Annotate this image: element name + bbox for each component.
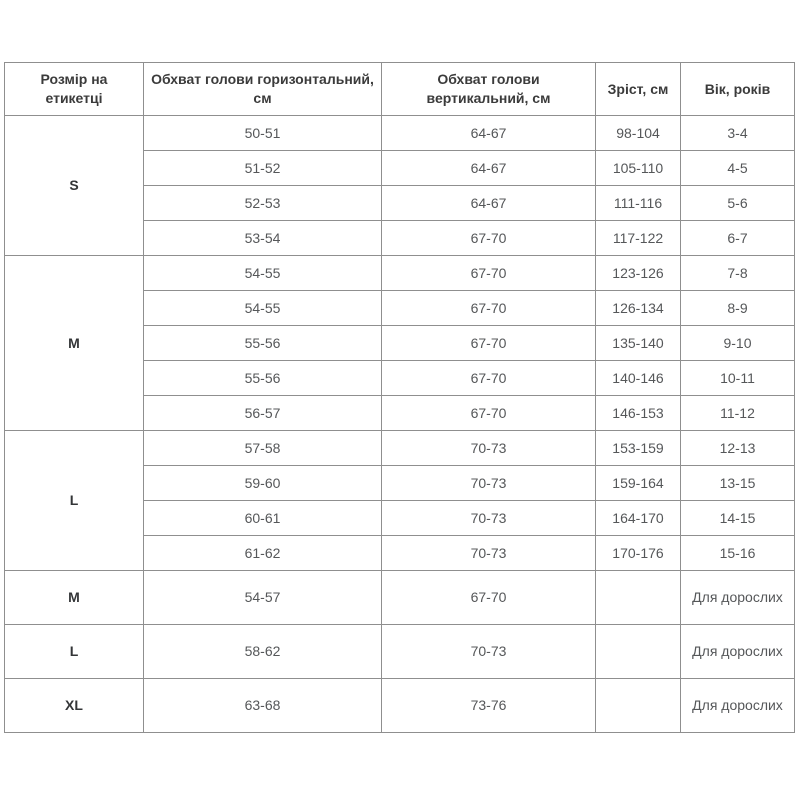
- value-cell: 54-55: [144, 256, 382, 291]
- value-cell: 67-70: [382, 326, 596, 361]
- value-cell: 58-62: [144, 625, 382, 679]
- value-cell: 67-70: [382, 221, 596, 256]
- value-cell: 70-73: [382, 501, 596, 536]
- value-cell: 50-51: [144, 116, 382, 151]
- column-header-1: Розмір на етикетці: [5, 63, 144, 116]
- value-cell: 135-140: [596, 326, 681, 361]
- size-label-cell: XL: [5, 679, 144, 733]
- value-cell: 70-73: [382, 466, 596, 501]
- column-header-3: Обхват голови вертикальний, см: [382, 63, 596, 116]
- value-cell: 98-104: [596, 116, 681, 151]
- value-cell: 64-67: [382, 116, 596, 151]
- table-row: [5, 571, 795, 625]
- value-cell: 14-15: [681, 501, 795, 536]
- column-header-5: Вік, років: [681, 63, 795, 116]
- value-cell: 56-57: [144, 396, 382, 431]
- value-cell: 55-56: [144, 361, 382, 396]
- value-cell: 140-146: [596, 361, 681, 396]
- value-cell: [596, 679, 681, 733]
- value-cell: [596, 571, 681, 625]
- value-cell: 54-55: [144, 291, 382, 326]
- value-cell: 3-4: [681, 116, 795, 151]
- size-label-cell: M: [5, 256, 144, 431]
- value-cell: 10-11: [681, 361, 795, 396]
- value-cell: 126-134: [596, 291, 681, 326]
- value-cell: 52-53: [144, 186, 382, 221]
- value-cell: 70-73: [382, 625, 596, 679]
- value-cell: 67-70: [382, 291, 596, 326]
- value-cell: 11-12: [681, 396, 795, 431]
- value-cell: 59-60: [144, 466, 382, 501]
- table-body: [5, 116, 795, 733]
- value-cell: 64-67: [382, 186, 596, 221]
- value-cell: 4-5: [681, 151, 795, 186]
- value-cell: Для дорослих: [681, 571, 795, 625]
- value-cell: 117-122: [596, 221, 681, 256]
- table-row: [5, 431, 795, 466]
- value-cell: 61-62: [144, 536, 382, 571]
- size-chart-table: [4, 62, 795, 733]
- value-cell: 123-126: [596, 256, 681, 291]
- value-cell: 13-15: [681, 466, 795, 501]
- table-header: [5, 63, 795, 116]
- value-cell: 164-170: [596, 501, 681, 536]
- value-cell: 67-70: [382, 396, 596, 431]
- column-header-2: Обхват голови горизонтальний, см: [144, 63, 382, 116]
- value-cell: 64-67: [382, 151, 596, 186]
- size-label-cell: L: [5, 431, 144, 571]
- value-cell: 53-54: [144, 221, 382, 256]
- value-cell: 54-57: [144, 571, 382, 625]
- value-cell: 146-153: [596, 396, 681, 431]
- table-row: [5, 116, 795, 151]
- value-cell: 67-70: [382, 361, 596, 396]
- value-cell: 55-56: [144, 326, 382, 361]
- value-cell: 12-13: [681, 431, 795, 466]
- value-cell: 70-73: [382, 536, 596, 571]
- table-row: [5, 625, 795, 679]
- value-cell: 70-73: [382, 431, 596, 466]
- value-cell: 105-110: [596, 151, 681, 186]
- value-cell: Для дорослих: [681, 679, 795, 733]
- value-cell: 6-7: [681, 221, 795, 256]
- value-cell: 57-58: [144, 431, 382, 466]
- value-cell: 73-76: [382, 679, 596, 733]
- table-row: [5, 679, 795, 733]
- value-cell: 8-9: [681, 291, 795, 326]
- value-cell: 67-70: [382, 571, 596, 625]
- header-row: [5, 63, 795, 116]
- size-label-cell: L: [5, 625, 144, 679]
- value-cell: 67-70: [382, 256, 596, 291]
- value-cell: [596, 625, 681, 679]
- value-cell: 9-10: [681, 326, 795, 361]
- value-cell: 63-68: [144, 679, 382, 733]
- value-cell: 170-176: [596, 536, 681, 571]
- column-header-4: Зріст, см: [596, 63, 681, 116]
- value-cell: Для дорослих: [681, 625, 795, 679]
- value-cell: 15-16: [681, 536, 795, 571]
- size-label-cell: M: [5, 571, 144, 625]
- table-row: [5, 256, 795, 291]
- value-cell: 153-159: [596, 431, 681, 466]
- size-label-cell: S: [5, 116, 144, 256]
- value-cell: 111-116: [596, 186, 681, 221]
- value-cell: 60-61: [144, 501, 382, 536]
- value-cell: 5-6: [681, 186, 795, 221]
- value-cell: 159-164: [596, 466, 681, 501]
- value-cell: 51-52: [144, 151, 382, 186]
- value-cell: 7-8: [681, 256, 795, 291]
